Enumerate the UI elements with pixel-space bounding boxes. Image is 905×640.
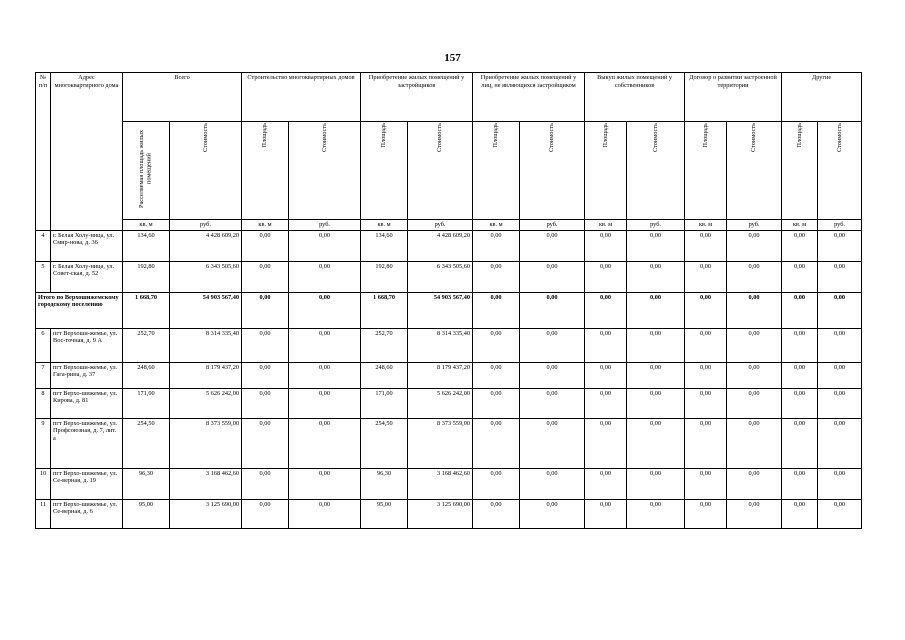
area-cell: 254,50 [123,418,170,468]
area-cell: 0,00 [685,468,727,499]
area-cell: 0,00 [473,388,520,418]
unit-area: кв. м [242,219,289,230]
area-cell: 0,00 [585,418,627,468]
cost-cell: 0,00 [818,362,862,388]
area-cell: 0,00 [242,328,289,362]
unit-area: кв. м [123,219,170,230]
subheader-cost: Стоимость [727,122,782,220]
unit-area: кв. м [473,219,520,230]
area-cell: 95,00 [123,499,170,528]
cost-cell: 5 626 242,00 [170,388,242,418]
cost-cell: 0,00 [727,362,782,388]
area-cell: 252,70 [123,328,170,362]
area-cell: 0,00 [782,468,818,499]
area-cell: 0,00 [585,468,627,499]
cost-cell: 0,00 [627,362,685,388]
area-cell: 0,00 [782,230,818,261]
area-cell: 0,00 [473,362,520,388]
row-number: 9 [36,418,51,468]
area-cell: 0,00 [685,328,727,362]
subheader-area: Площадь [782,122,818,220]
area-cell: 248,60 [123,362,170,388]
cost-cell: 0,00 [520,362,585,388]
area-cell: 171,00 [361,388,408,418]
area-cell: 248,60 [361,362,408,388]
cost-cell: 3 168 462,60 [170,468,242,499]
area-cell: 0,00 [242,499,289,528]
cost-cell: 0,00 [520,328,585,362]
header-address: Адрес многоквартирного дома [51,73,123,231]
cost-cell: 0,00 [818,388,862,418]
cost-cell: 8 179 437,20 [170,362,242,388]
total-label: Итого по Верхошижемскому городскому поселению [36,292,123,328]
cost-cell: 0,00 [289,499,361,528]
table-row [36,499,862,528]
cost-cell: 0,00 [627,292,685,328]
cost-cell: 0,00 [520,261,585,292]
subheader-area: Площадь [361,122,408,220]
address-cell: пгт Верхо-шижемье, ул. Кирова, д. 81 [51,388,123,418]
area-cell: 0,00 [473,418,520,468]
unit-area: кв. м [685,219,727,230]
area-cell: 0,00 [242,362,289,388]
cost-cell: 0,00 [727,388,782,418]
cost-cell: 0,00 [627,328,685,362]
address-cell: г. Белая Холу-ница, ул. Смир-нова, д. 36 [51,230,123,261]
area-cell: 0,00 [473,230,520,261]
area-cell: 96,30 [361,468,408,499]
row-number: 10 [36,468,51,499]
area-cell: 0,00 [585,230,627,261]
page-number: 157 [444,52,461,64]
area-cell: 0,00 [685,261,727,292]
table-row [36,362,862,388]
subheader-area: Площадь [685,122,727,220]
cost-cell: 54 903 567,40 [170,292,242,328]
area-cell: 0,00 [242,418,289,468]
subheader-cost: Стоимость [818,122,862,220]
cost-cell: 0,00 [627,418,685,468]
area-cell: 134,60 [123,230,170,261]
cost-cell: 3 125 690,00 [408,499,473,528]
cost-cell: 3 125 690,00 [170,499,242,528]
area-cell: 252,70 [361,328,408,362]
cost-cell: 0,00 [289,261,361,292]
row-number: 5 [36,261,51,292]
cost-cell: 0,00 [520,468,585,499]
row-number: 4 [36,230,51,261]
cost-cell: 0,00 [727,499,782,528]
header-group-non-developers: Приобретение жилых помещений у лиц, не являющихся застройщиком [473,73,585,122]
cost-cell: 8 314 335,40 [170,328,242,362]
subheader-cost: Стоимость [520,122,585,220]
cost-cell: 6 343 505,60 [170,261,242,292]
area-cell: 192,80 [361,261,408,292]
area-cell: 1 668,70 [361,292,408,328]
cost-cell: 6 343 505,60 [408,261,473,292]
cost-cell: 0,00 [627,468,685,499]
unit-cost: руб. [520,219,585,230]
area-cell: 0,00 [782,292,818,328]
area-cell: 0,00 [685,499,727,528]
area-cell: 0,00 [242,388,289,418]
area-cell: 95,00 [361,499,408,528]
address-cell: пгт Верхо-шижемье, ул. Се-верная, д. 19 [51,468,123,499]
area-cell: 0,00 [473,468,520,499]
area-cell: 0,00 [685,362,727,388]
cost-cell: 0,00 [289,362,361,388]
cost-cell: 0,00 [289,230,361,261]
cost-cell: 8 179 437,20 [408,362,473,388]
cost-cell: 0,00 [627,499,685,528]
cost-cell: 0,00 [520,388,585,418]
table-body [36,230,862,528]
cost-cell: 0,00 [289,468,361,499]
cost-cell: 8 373 559,00 [170,418,242,468]
table-row [36,468,862,499]
table-row [36,418,862,468]
cost-cell: 0,00 [818,328,862,362]
row-number: 11 [36,499,51,528]
area-cell: 171,00 [123,388,170,418]
row-number: 8 [36,388,51,418]
cost-cell: 0,00 [289,292,361,328]
address-cell: пгт Верхо-шижемье, ул. Профсоюзная, д. 7, лит. а [51,418,123,468]
area-cell: 0,00 [473,328,520,362]
table-row [36,261,862,292]
header-group-developers: Приобретение жилых помещений у застройщиков [361,73,473,122]
area-cell: 0,00 [242,468,289,499]
subheader-cost: Стоимость [627,122,685,220]
cost-cell: 0,00 [818,230,862,261]
area-cell: 0,00 [585,261,627,292]
address-cell: пгт Верхоши-жемье, ул. Вос-точная, д. 9 А [51,328,123,362]
area-cell: 0,00 [473,292,520,328]
row-number: 7 [36,362,51,388]
area-cell: 0,00 [585,328,627,362]
area-cell: 134,60 [361,230,408,261]
subheader-area-total: Расселяемая площадь жилых помещений [123,122,170,220]
cost-cell: 0,00 [818,292,862,328]
cost-cell: 0,00 [727,418,782,468]
cost-cell: 0,00 [727,261,782,292]
area-cell: 0,00 [585,499,627,528]
subheader-cost: Стоимость [289,122,361,220]
cost-cell: 0,00 [818,499,862,528]
subheader-cost: Стоимость [170,122,242,220]
area-cell: 0,00 [242,230,289,261]
area-cell: 0,00 [242,292,289,328]
area-cell: 0,00 [782,418,818,468]
header-group-construction: Строительство многоквартирных домов [242,73,361,122]
header-group-other: Другие [782,73,862,122]
cost-cell: 0,00 [520,499,585,528]
subheader-cost: Стоимость [408,122,473,220]
header-group-buyout: Выкуп жилых помещений у собственников [585,73,685,122]
subheader-area: Площадь [473,122,520,220]
cost-cell: 0,00 [289,388,361,418]
unit-cost: руб. [289,219,361,230]
area-cell: 0,00 [685,418,727,468]
cost-cell: 0,00 [727,230,782,261]
area-cell: 0,00 [685,230,727,261]
cost-cell: 0,00 [727,328,782,362]
unit-area: кв. м [585,219,627,230]
header-no: № п/п [36,73,51,231]
cost-cell: 0,00 [727,292,782,328]
unit-cost: руб. [170,219,242,230]
cost-cell: 0,00 [627,388,685,418]
area-cell: 96,30 [123,468,170,499]
cost-cell: 0,00 [627,230,685,261]
unit-cost: руб. [818,219,862,230]
area-cell: 0,00 [782,388,818,418]
header-group-total: Всего [123,73,242,122]
cost-cell: 4 428 609,20 [408,230,473,261]
table-row-total [36,292,862,328]
cost-cell: 54 903 567,40 [408,292,473,328]
area-cell: 0,00 [782,499,818,528]
table-row [36,388,862,418]
cost-cell: 0,00 [520,230,585,261]
area-cell: 0,00 [685,388,727,418]
header-group-development-contract: Договор о развитии застроенной территории [685,73,782,122]
subheader-area: Площадь [585,122,627,220]
table-row [36,230,862,261]
area-cell: 0,00 [782,328,818,362]
cost-cell: 8 314 335,40 [408,328,473,362]
cost-cell: 5 626 242,00 [408,388,473,418]
cost-cell: 4 428 609,20 [170,230,242,261]
cost-cell: 0,00 [520,292,585,328]
area-cell: 1 668,70 [123,292,170,328]
row-number: 6 [36,328,51,362]
cost-cell: 0,00 [818,468,862,499]
area-cell: 0,00 [782,362,818,388]
area-cell: 192,80 [123,261,170,292]
cost-cell: 8 373 559,00 [408,418,473,468]
address-cell: пгт Верхо-шижемье, ул. Се-верная, д. 6 [51,499,123,528]
unit-area: кв. м [361,219,408,230]
area-cell: 0,00 [242,261,289,292]
area-cell: 0,00 [782,261,818,292]
unit-cost: руб. [408,219,473,230]
area-cell: 254,50 [361,418,408,468]
cost-cell: 3 168 462,60 [408,468,473,499]
area-cell: 0,00 [473,499,520,528]
area-cell: 0,00 [585,362,627,388]
subheader-area: Площадь [242,122,289,220]
area-cell: 0,00 [585,388,627,418]
unit-cost: руб. [627,219,685,230]
area-cell: 0,00 [685,292,727,328]
area-cell: 0,00 [585,292,627,328]
table-row [36,328,862,362]
cost-cell: 0,00 [727,468,782,499]
cost-cell: 0,00 [818,261,862,292]
unit-cost: руб. [727,219,782,230]
area-cell: 0,00 [473,261,520,292]
cost-cell: 0,00 [289,418,361,468]
cost-cell: 0,00 [818,418,862,468]
address-cell: пгт Верхоши-жемье, ул. Гага-рина, д. 37 [51,362,123,388]
cost-cell: 0,00 [520,418,585,468]
address-cell: г. Белая Холу-ница, ул. Совет-ская, д. 52 [51,261,123,292]
resettlement-table [35,72,862,529]
unit-area: кв. м [782,219,818,230]
cost-cell: 0,00 [627,261,685,292]
cost-cell: 0,00 [289,328,361,362]
